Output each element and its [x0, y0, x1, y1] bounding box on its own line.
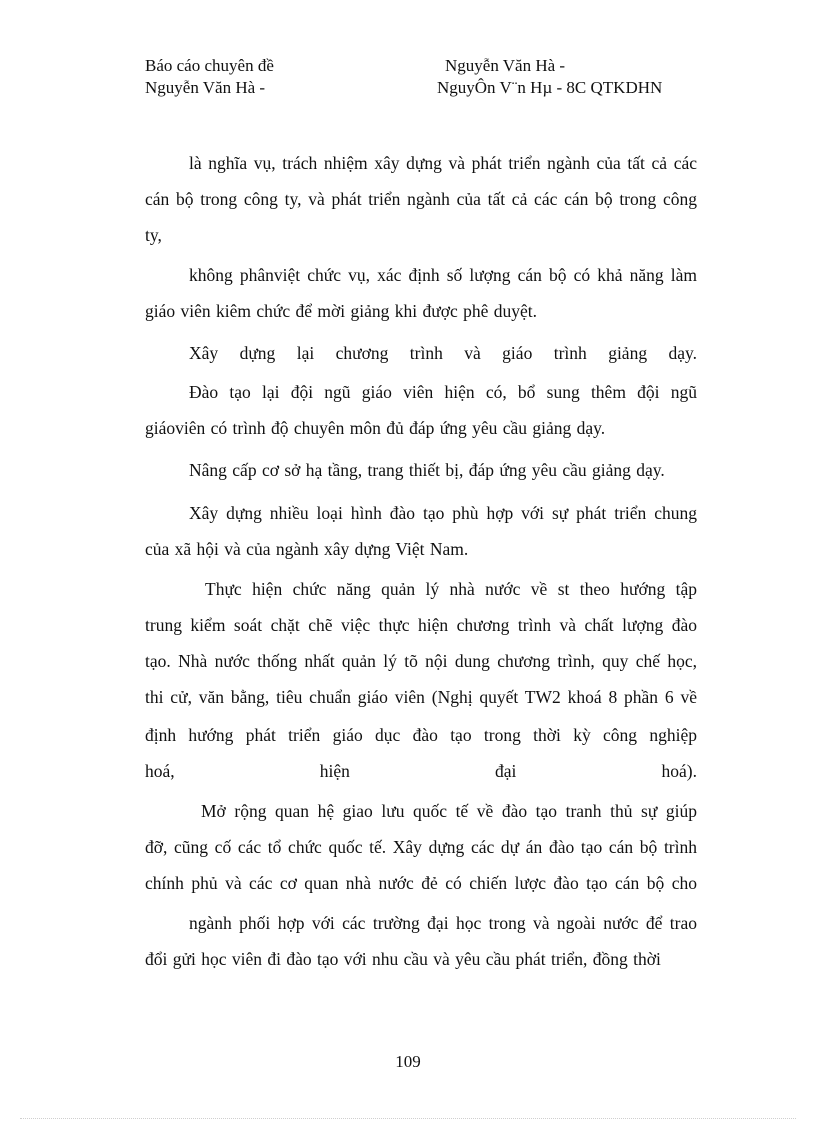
body-line: Nâng cấp cơ sở hạ tầng, trang thiết bị, đáp ứng yêu cầu giảng dạy.	[189, 460, 665, 480]
body-line: ty,	[145, 225, 162, 245]
body-line: đổi gửi học viên đi đào tạo với nhu cầu và yêu cầu phát triển, đồng thời	[145, 949, 661, 969]
body-line: Xây dựng nhiều loại hình đào tạo phù hợp với sự phát triển chung	[189, 503, 697, 523]
page-number: 109	[395, 1052, 421, 1071]
body-line: định hướng phát triển giáo dục đào tạo trong thời kỳ công nghiệp	[145, 725, 697, 745]
header-left-author: Nguyễn Văn Hà -	[145, 78, 266, 97]
header-left-title: Báo cáo chuyên đề	[145, 56, 274, 75]
body-line: Mở rộng quan hệ giao lưu quốc tế về đào tạo tranh thủ sự giúp	[201, 801, 697, 821]
body-line: thi cử, văn bằng, tiêu chuẩn giáo viên (Nghị quyết TW2 khoá 8 phần 6 về	[145, 687, 697, 707]
body-line: Xây dựng lại chương trình và giáo trình giảng dạy.	[189, 343, 697, 363]
bottom-dotted-divider	[20, 1118, 796, 1119]
body-line: chính phủ và các cơ quan nhà nước đẻ có chiến lược đào tạo cán bộ cho	[145, 873, 697, 893]
body-line: cán bộ trong công ty, và phát triển ngành của tất cả các cán bộ trong công	[145, 189, 697, 209]
body-line: Đào tạo lại đội ngũ giáo viên hiện có, bổ sung thêm đội ngũ	[189, 382, 697, 402]
body-line: giáoviên có trình độ chuyên môn đủ đáp ứng yêu cầu giảng dạy.	[145, 418, 606, 438]
body-line: đỡ, cũng cố các tổ chức quốc tế. Xây dựng các dự án đào tạo cán bộ trình	[145, 837, 697, 857]
body-line: hoá, hiện đại hoá).	[145, 761, 697, 781]
body-line: không phânviệt chức vụ, xác định số lượng cán bộ có khả năng làm	[189, 265, 697, 285]
body-line: của xã hội và của ngành xây dựng Việt Nam.	[145, 539, 469, 559]
body-line: là nghĩa vụ, trách nhiệm xây dựng và phát triển ngành của tất cả các	[189, 153, 697, 173]
body-line: trung kiểm soát chặt chẽ việc thực hiện chương trình và chất lượng đào	[145, 615, 697, 635]
body-line: Thực hiện chức năng quản lý nhà nước về st theo hướng tập	[205, 579, 697, 599]
body-line: ngành phối hợp với các trường đại học trong và ngoài nước để trao	[189, 913, 697, 933]
header-right-author-legacy-font: NguyÔn V¨n Hµ - 8C QTKDHN	[437, 78, 663, 97]
body-line: tạo. Nhà nước thống nhất quản lý tõ nội dung chương trình, quy chế học,	[145, 651, 697, 671]
body-line: giáo viên kiêm chức để mời giảng khi được phê duyệt.	[145, 301, 538, 321]
header-right-author: Nguyễn Văn Hà -	[445, 56, 566, 75]
